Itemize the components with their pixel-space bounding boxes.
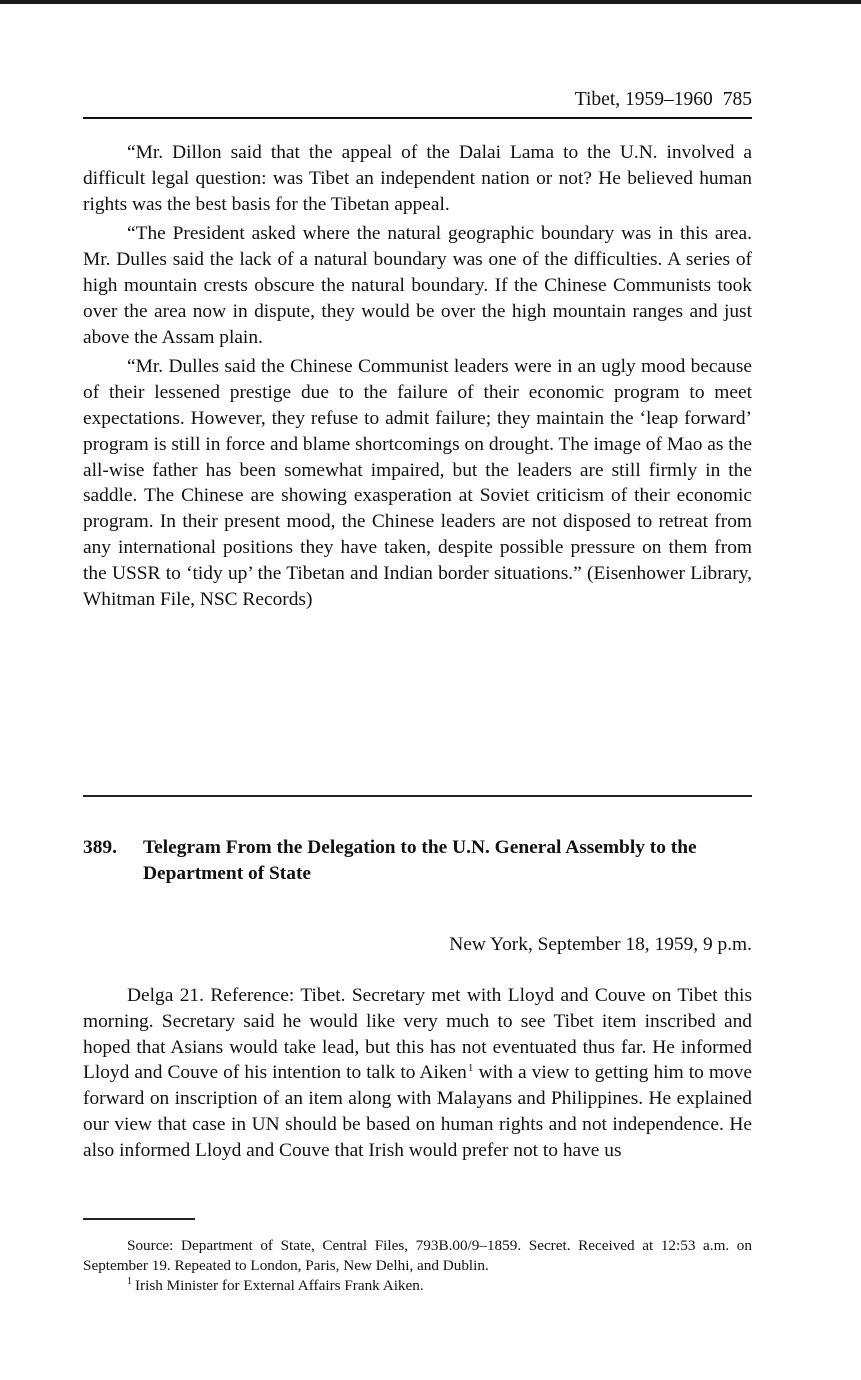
dateline: New York, September 18, 1959, 9 p.m. (449, 934, 752, 955)
paragraph-president: “The President asked where the natural geographic boundary was in this area. Mr. Dulles said the lack of a natural boundary was one of the difficulties. A series of high mountain crests obscure the natural boundary. If the Chinese Communists took over the area now in dispute, they would be over the high mountain ranges and just above the Assam plain. (83, 223, 752, 348)
section-divider (83, 795, 752, 797)
source-note: Source: Department of State, Central Files, 793B.00/9–1859. Secret. Received at 12:53 a.m. on September 19. Repeated to London, Paris, New Delhi, and Dublin. (83, 1237, 752, 1274)
telegram-paragraph (83, 983, 752, 1164)
paragraph-dulles: “Mr. Dulles said the Chinese Communist leaders were in an ugly mood because of their lessened prestige due to the failure of their economic program to meet expectations. However, they refuse to admit failure; they maintain the ‘leap forward’ program is still in force and blame shortcomings on drought. The image of Mao as the all-wise father has been somewhat impaired, but the leaders are still firmly in the saddle. The Chinese are showing exasperation at Soviet criticism of their economic program. In their present mood, the Chinese leaders are not disposed to retreat from any international positions they have taken, despite possible pressure on them from the USSR to ‘tidy up’ the Tibetan and Indian border situations.” (Eisenhower Library, Whitman File, NSC Records) (83, 356, 752, 610)
quoted-memorandum (83, 140, 752, 616)
telegram-text-part1: Delga 21. Reference: Tibet. Secretary met with Lloyd and Couve on Tibet this morning. Secretary said he would like very much to see Tibet item inscribed and hoped that Asians would take lead, but this has not eventuated thus far. He informed Lloyd and Couve of his intention to talk to Aiken (83, 985, 752, 1084)
page-number: 785 (722, 89, 752, 110)
running-title: Tibet, 1959–1960 (574, 89, 713, 110)
footnote-reference: 1 (467, 1062, 474, 1075)
telegram-body (83, 983, 752, 1164)
paragraph-dillon: “Mr. Dillon said that the appeal of the Dalai Lama to the U.N. involved a difficult legal question: was Tibet an independent nation or not? He believed human rights was the best basis for the Tibetan appeal. (83, 142, 752, 215)
footnote-1 (83, 1276, 752, 1296)
document-number: 389. (83, 837, 117, 858)
footnote-rule (83, 1218, 195, 1220)
document-heading (83, 835, 752, 887)
document-title: Telegram From the Delegation to the U.N. General Assembly to the Department of State (143, 837, 697, 884)
top-edge-rule (0, 0, 861, 4)
telegram-text-part2: with a view to getting him to move forward on inscription of an item along with Malayans and Philippines. He explained our view that case in UN should be based on human rights and not independence. He also informed Lloyd and Couve that Irish would prefer not to have us (83, 1062, 752, 1161)
header-rule (83, 117, 752, 119)
footnote-1-text: Irish Minister for External Affairs Frank Aiken. (135, 1277, 424, 1294)
running-head (575, 88, 752, 112)
footnotes (83, 1236, 752, 1296)
footnote-1-marker: 1 (127, 1276, 132, 1287)
